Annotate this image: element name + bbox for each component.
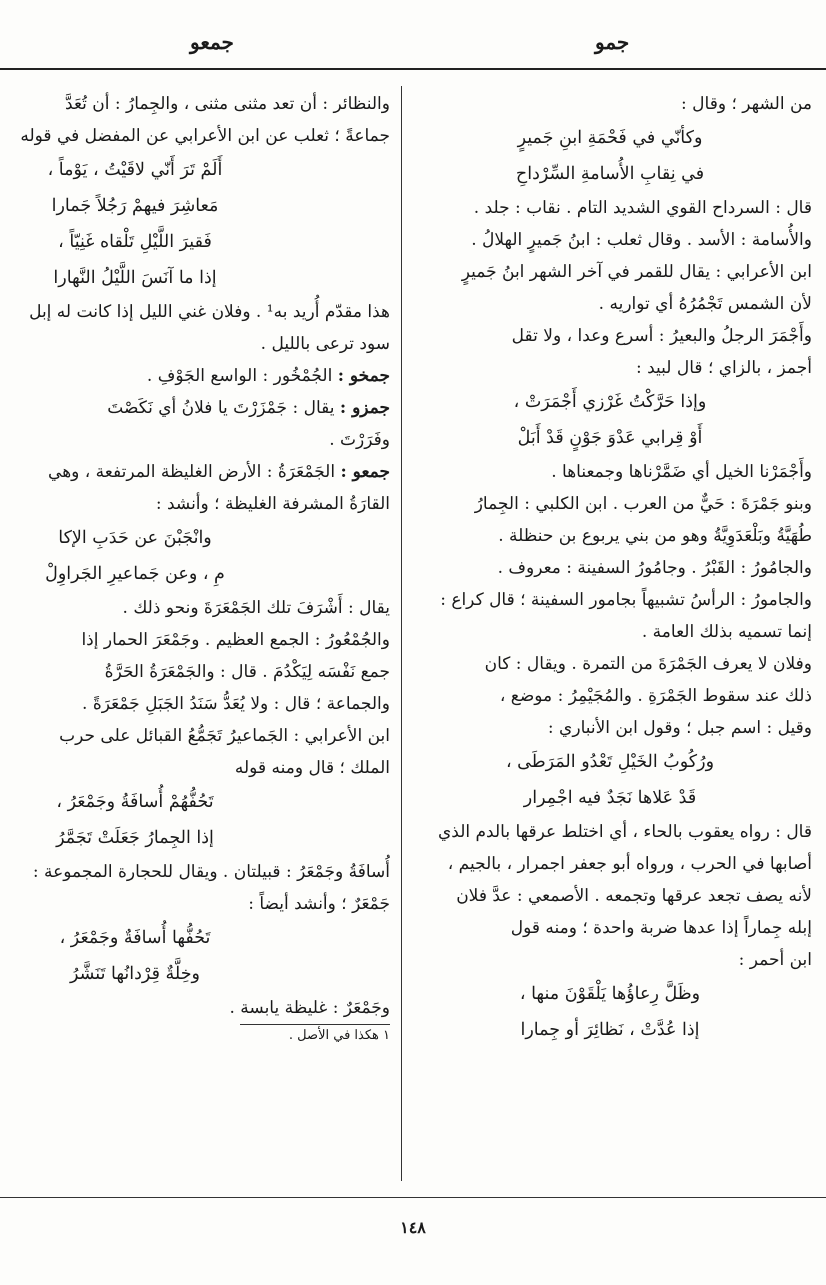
entry-line: [0, 360, 390, 392]
text-line: ابن أحمر :: [738, 950, 812, 970]
footnote: ١ هكذا في الأصل .: [288, 1028, 390, 1043]
entry-line: [0, 392, 390, 424]
column-divider: [401, 86, 402, 1181]
verse-line: تَحُفُّهُمْ أُسافَةُ وجَمْعَرُ ،: [56, 792, 214, 812]
text-line: ابن الأعرابي : الجَماعيرُ تَجَمُّعُ القبائل على حرب: [59, 726, 390, 746]
text-line: ابن الأعرابي : يقال للقمر في آخر الشهر ابنُ جَميرٍ: [461, 262, 812, 282]
text-line: والأُسامة : الأسد . وقال ثعلب : ابنُ جَميرٍ الهلالُ .: [471, 230, 812, 250]
text-line: أصابها في الحرب ، ورواه أبو جعفر اجمرار ، بالجيم ،: [447, 854, 812, 874]
header-rule: [0, 68, 826, 70]
text-line: قال : السرداح القوي الشديد التام . نقاب : جلد .: [473, 198, 812, 218]
text-line: وفلان لا يعرف الجَمْرَةَ من التمرة . ويقال : كان: [484, 654, 812, 674]
text-line: من الشهر ؛ وقال :: [681, 94, 812, 114]
text-line: وأَجْمَرَ الرجلُ والبعيرُ : أسرع وعدا ، ولا تقل: [511, 326, 812, 346]
verse-line: وانْجَبْنَ عن حَدَبِ الإكا: [58, 528, 212, 548]
text-line: وبنو جَمْرَةَ : حَيٌّ من العرب . ابن الكلبي : الجِمارُ: [474, 494, 812, 514]
page-number: ١٤٨: [400, 1218, 426, 1237]
verse-line: فَقيرَ اللَّيْلِ تَلْقاه غَنِيّاً ،: [58, 232, 212, 252]
text-line: القارَةُ المشرفة الغليظة ؛ وأنشد :: [155, 494, 390, 514]
verse-line: إذا ما آنَسَ اللَّيْلُ النَّهارا: [53, 268, 217, 288]
verse-line: في نِقابِ الأُسامةِ السِّرْداحِ: [515, 164, 705, 184]
entry-headword: جمزو :: [339, 398, 390, 418]
text-line: وفَرَرْتَ .: [329, 430, 390, 450]
verse-line: وكأنّي في فَحْمَةِ ابنِ جَميرٍ: [517, 128, 703, 148]
text-line: جماعةً ؛ ثعلب عن ابن الأعرابي عن المفضل في قوله: [20, 126, 390, 146]
verse-line: إذا عُدَّتْ ، نَظائِرَ أو جِمارا: [520, 1020, 700, 1040]
verse-line: أَلَمْ تَرَ أَنّي لاقَيْتُ ، يَوْماً ،: [47, 160, 223, 180]
verse-line: مَعاشِرَ فيهمْ رَجُلاً جَمارا: [51, 196, 219, 216]
verse-line: قَدْ عَلاها نَجَدٌ فيه اجْمِرار: [523, 788, 697, 808]
text-line: وجَمْعَرٌ : غليظة يابسة .: [229, 998, 390, 1018]
text-line: يقال : أَشْرَفَ تلك الجَمْعَرَةَ ونحو ذلك .: [122, 598, 390, 618]
entry-headword: جمعو :: [340, 462, 390, 482]
entry-text: يقال : جَمْزَرْتَ يا فلانُ أي نَكَصْتَ: [107, 398, 335, 418]
verse-line: وظَلَّ رِعاؤُها يَلْقَوْنَ منها ،: [519, 984, 701, 1004]
verse-line: وخِلَّةٌ قِرْدانُها تَنَشَّرُ: [70, 964, 200, 984]
entry-text: الجُمْخُور : الواسع الجَوْفِ .: [146, 366, 333, 386]
right-column: [408, 88, 812, 1186]
text-line: جمع نَفْسَه لِيَكْدُمَ . قال : والجَمْعَرَةُ الحَرَّةُ: [104, 662, 390, 682]
text-line: إنما تسميه بذلك العامة .: [641, 622, 812, 642]
text-line: وأَجْمَرْنا الخيل أي ضَمَّرْناها وجمعناها .: [551, 462, 812, 482]
text-line: ذلك عند سقوط الجَمْرَةِ . والمُجَيْمِرُ : موضع ،: [499, 686, 812, 706]
text-line: طُهَيَّةُ وبَلْعَدَوِيَّةُ وهو من بني يربوع بن حنظلة .: [498, 526, 812, 546]
verse-line: ورُكُوبُ الخَيْلِ تَعْدُو المَرَطَى ،: [505, 752, 715, 772]
text-line: أُسافَةُ وجَمْعَرُ : قبيلتان . ويقال للحجارة المجموعة :: [32, 862, 390, 882]
footer-rule: [0, 1197, 826, 1198]
text-line: والجامورُ : الرأسُ تشبيهاً بجامور السفينة ؛ قال كراع :: [440, 590, 812, 610]
text-line: جَمْعَرٌ ؛ وأنشد أيضاً :: [248, 894, 390, 914]
text-line: لأنه يصف تجعد عرقها وتجمعه . الأصمعي : عدَّ فلان: [456, 886, 812, 906]
entry-text: الجَمْعَرَةُ : الأرض الغليظة المرتفعة ، وهي: [48, 462, 336, 482]
verse-line: مِ ، وعن جَماعيرِ الجَراوِلْ: [45, 564, 225, 584]
text-line: لأن الشمس تَجْمُرُهُ أي تواريه .: [598, 294, 812, 314]
text-line: والجماعة ؛ قال : ولا يُعَدُّ سَنَدُ الجَبَلِ جَمْعَرَةً .: [82, 694, 390, 714]
verse-line: أَوْ قِرابي عَدْوَ جَوْنٍ قَدْ أَبَلْ: [517, 428, 703, 448]
text-line: والجُمْعُورُ : الجمع العظيم . وجَمْعَرَ الحمار إذا: [81, 630, 390, 650]
text-line: قال : رواه يعقوب بالحاء ، أي اختلط عرقها بالدم الذي: [437, 822, 812, 842]
text-line: الملك ؛ قال ومنه قوله: [234, 758, 390, 778]
text-line: أجمز ، بالزاي ؛ قال لبيد :: [635, 358, 812, 378]
entry-headword: جمخو :: [337, 366, 390, 386]
text-line: والجامُورُ : القَبْرُ . وجامُورُ السفينة : معروف .: [497, 558, 812, 578]
text-line: والنظائر : أن تعد مثنى مثنى ، والجِمارُ : أن تُعَدَّ: [65, 94, 390, 114]
verse-line: إذا الجِمارُ جَعَلَتْ تَجَمَّرُ: [56, 828, 214, 848]
verse-line: تَحُفُّها أُسافَةٌ وجَمْعَرُ ،: [59, 928, 211, 948]
running-headword-left: جمعو: [190, 30, 234, 54]
text-line: وقيل : اسم جبل ؛ وقول ابن الأنباري :: [547, 718, 812, 738]
left-column-body: [0, 88, 390, 1024]
verse-line: وإذا حَرَّكْتُ غَرْزي أَجْمَرَتْ ،: [513, 392, 707, 412]
entry-line: [0, 456, 390, 488]
text-line: إبله جِماراً إذا عدها ضربة واحدة ؛ ومنه قول: [510, 918, 812, 938]
text-line: هذا مقدّم أُريد به¹ . وفلان غني الليل إذا كانت له إبل: [29, 302, 390, 322]
running-headword-right: جمو: [595, 30, 630, 54]
left-column: [0, 88, 390, 1186]
text-line: سود ترعى بالليل .: [260, 334, 390, 354]
